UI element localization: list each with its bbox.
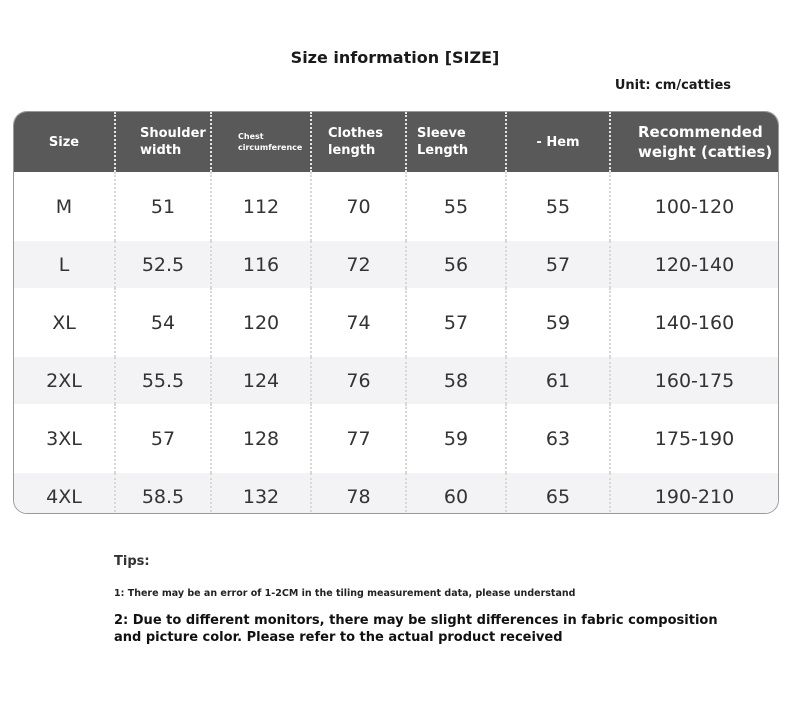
table-cell: 72 (311, 241, 406, 288)
table-cell: 124 (211, 357, 311, 404)
table-cell: 76 (311, 357, 406, 404)
table-cell: 78 (311, 473, 406, 514)
table-cell: 160-175 (610, 357, 778, 404)
header-shoulder-width: Shoulder width (115, 112, 211, 172)
table-cell: 57 (406, 288, 506, 357)
table-cell: 55 (406, 172, 506, 241)
table-body (14, 172, 778, 514)
table-cell: 55.5 (115, 357, 211, 404)
header-size: Size (14, 112, 115, 172)
table-cell: 58 (406, 357, 506, 404)
table-cell: 59 (406, 404, 506, 473)
table-cell: 74 (311, 288, 406, 357)
table-cell: 57 (115, 404, 211, 473)
table-cell: XL (14, 288, 115, 357)
table-cell: 70 (311, 172, 406, 241)
table-cell: 65 (506, 473, 610, 514)
table-row (14, 172, 778, 241)
table-cell: 2XL (14, 357, 115, 404)
table-row (14, 241, 778, 288)
table-cell: 120 (211, 288, 311, 357)
table-row (14, 357, 778, 404)
table-cell: 4XL (14, 473, 115, 514)
header-clothes-length: Clothes length (311, 112, 406, 172)
table-cell: 112 (211, 172, 311, 241)
table-row (14, 473, 778, 514)
table-header-row (14, 112, 778, 172)
table-cell: 100-120 (610, 172, 778, 241)
table-cell: 3XL (14, 404, 115, 473)
table-cell: 77 (311, 404, 406, 473)
table-cell: 140-160 (610, 288, 778, 357)
tips-label: Tips: (114, 554, 150, 569)
table-cell: L (14, 241, 115, 288)
table-cell: 52.5 (115, 241, 211, 288)
table-cell: 175-190 (610, 404, 778, 473)
table-row (14, 288, 778, 357)
header-chest-circumference: Chest circumference (211, 112, 311, 172)
unit-label: Unit: cm/catties (614, 78, 731, 93)
table-cell: 190-210 (610, 473, 778, 514)
table-cell: 120-140 (610, 241, 778, 288)
table-cell: 51 (115, 172, 211, 241)
table-cell: M (14, 172, 115, 241)
size-table (14, 112, 778, 514)
table-cell: 56 (406, 241, 506, 288)
table-cell: 116 (211, 241, 311, 288)
size-table-container (13, 111, 779, 514)
table-cell: 61 (506, 357, 610, 404)
table-cell: 59 (506, 288, 610, 357)
table-cell: 58.5 (115, 473, 211, 514)
page-title: Size information [SIZE] (290, 48, 500, 67)
header-hem: - Hem (506, 112, 610, 172)
tip-1: 1: There may be an error of 1-2CM in the tiling measurement data, please understand (114, 588, 576, 599)
table-cell: 55 (506, 172, 610, 241)
header-recommended-weight: Recommended weight (catties) (610, 112, 778, 172)
table-cell: 63 (506, 404, 610, 473)
tip-2: 2: Due to different monitors, there may be slight differences in fabric composition and picture color. Please refer to the actual product received (114, 613, 718, 645)
table-cell: 132 (211, 473, 311, 514)
table-cell: 57 (506, 241, 610, 288)
table-row (14, 404, 778, 473)
table-cell: 128 (211, 404, 311, 473)
header-sleeve-length: Sleeve Length (406, 112, 506, 172)
table-cell: 54 (115, 288, 211, 357)
table-cell: 60 (406, 473, 506, 514)
